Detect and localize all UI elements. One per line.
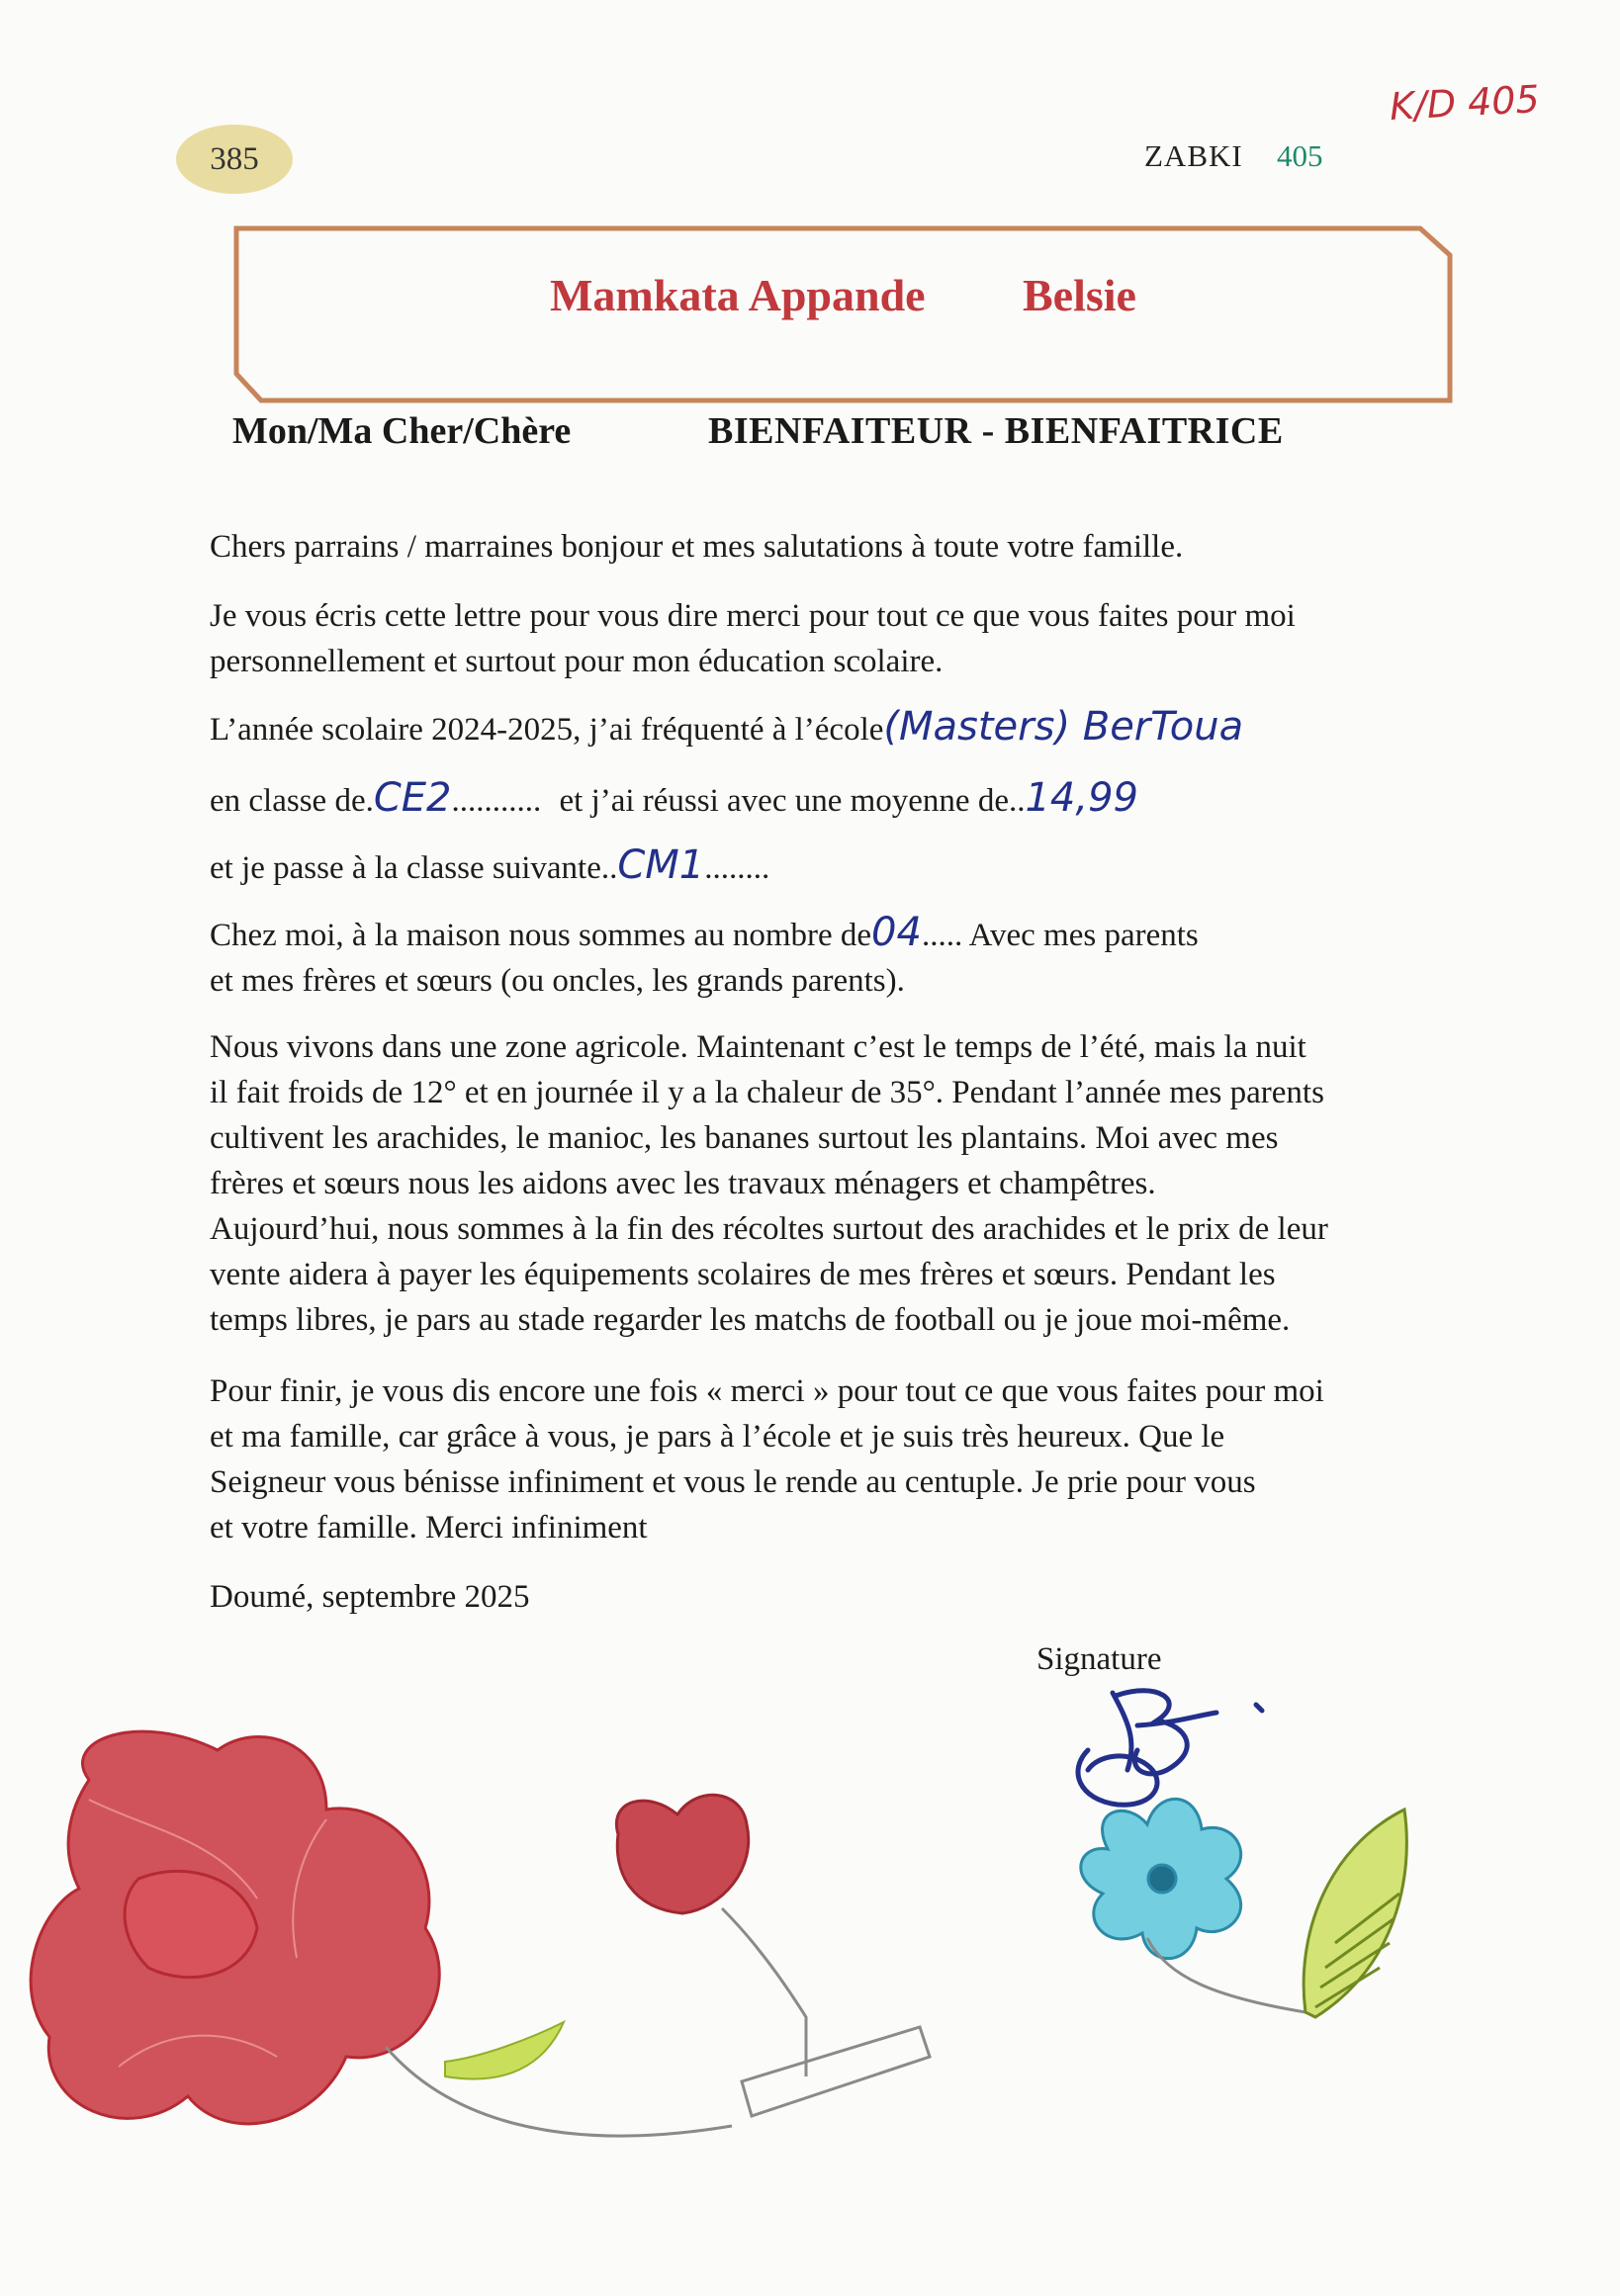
next-dots: ........ (704, 850, 770, 886)
paragraph-greeting (210, 524, 1575, 570)
text-line: Nous vivons dans une zone agricole. Maintenant c’est le temps de l’été, mais la nuit (210, 1029, 1306, 1065)
paragraph-closing (210, 1369, 1575, 1550)
text-line: il fait froids de 12° et en journée il y a la chaleur de 35°. Pendant l’année mes parents (210, 1075, 1324, 1110)
blue-flower-drawing (1081, 1799, 1241, 1958)
green-leaf-drawing (1304, 1810, 1406, 2017)
class-handwritten: CE2 (373, 775, 452, 821)
text-line: Pour finir, je vous dis encore une fois « merci » pour tout ce que vous faites pour moi (210, 1373, 1324, 1409)
next-handwritten: CM1 (617, 842, 705, 888)
red-flower-stem (386, 2047, 732, 2136)
page-number-badge (176, 125, 293, 194)
place-date (210, 1574, 1575, 1620)
average-prefix: et j’ai réussi avec une moyenne de (559, 783, 1009, 819)
class-line: en classe de.CE2........... et j’ai réussi avec une moyenne de..14,99 (210, 775, 1138, 821)
blue-flower-stem (1147, 1938, 1305, 2012)
text-line: temps libres, je pars au stade regarder les matchs de football ou je joue moi-même. (210, 1302, 1291, 1338)
project-code-number: 405 (1277, 138, 1323, 173)
text-line: Je vous écris cette lettre pour vous dire merci pour tout ce que vous faites pour moi (210, 598, 1296, 634)
small-flower-stem (722, 1908, 806, 2037)
average-handwritten: 14,99 (1025, 775, 1138, 821)
school-handwritten: (Masters) BerToua (883, 704, 1244, 750)
flower-pot-drawing (742, 2027, 930, 2116)
child-country: Belsie (1023, 270, 1136, 320)
text-line: et ma famille, car grâce à vous, je pars à l’école et je suis très heureux. Que le (210, 1419, 1225, 1455)
household-paragraph (210, 910, 1575, 1004)
paragraph-thanks (210, 593, 1575, 684)
text-line: et votre famille. Merci infiniment (210, 1510, 648, 1545)
salutation: Mon/Ma Cher/Chère (232, 410, 572, 452)
school-line (210, 704, 1575, 752)
handwritten-reference: K/D 405 (1388, 77, 1541, 129)
text-line: Chers parrains / marraines bonjour et mes salutations à toute votre famille. (210, 529, 1184, 565)
project-code-label: ZABKI (1144, 138, 1243, 173)
next-class-line: et je passe à la classe suivante..CM1........ (210, 842, 770, 888)
badge-number: 385 (210, 140, 259, 177)
place-date-text: Doumé, septembre 2025 (210, 1579, 530, 1615)
red-flower-drawing (31, 1731, 439, 2124)
text-line: personnellement et surtout pour mon éducation scolaire. (210, 644, 944, 679)
leaf-drawing (445, 2022, 564, 2079)
small-red-flower-drawing (616, 1795, 748, 1913)
paragraph-life (210, 1024, 1575, 1343)
class-prefix: en classe de (210, 783, 366, 819)
household-suffix: ..... Avec mes parents (921, 918, 1199, 953)
text-line: et mes frères et sœurs (ou oncles, les grands parents). (210, 963, 905, 999)
household-handwritten: 04 (871, 910, 922, 955)
text-line: frères et sœurs nous les aidons avec les travaux ménagers et champêtres. (210, 1166, 1156, 1201)
text-line: cultivent les arachides, le manioc, les bananes surtout les plantains. Moi avec mes (210, 1120, 1279, 1156)
school-prefix: L’année scolaire 2024-2025, j’ai fréquenté à l’école (210, 712, 884, 748)
signature-label: Signature (1036, 1641, 1162, 1677)
text-line: vente aidera à payer les équipements scolaires de mes frères et sœurs. Pendant les (210, 1257, 1276, 1292)
next-prefix: et je passe à la classe suivante (210, 850, 601, 886)
class-dots: ........... (451, 783, 542, 819)
child-name: Mamkata Appande (550, 270, 926, 320)
text-line: Seigneur vous bénisse infiniment et vous le rende au centuple. Je prie pour vous (210, 1464, 1256, 1500)
text-line: Aujourd’hui, nous sommes à la fin des récoltes surtout des arachides et le prix de leur (210, 1211, 1328, 1247)
household-prefix: Chez moi, à la maison nous sommes au nombre de (210, 918, 872, 953)
letter-title: BIENFAITEUR - BIENFAITRICE (708, 410, 1284, 452)
signature-scribble (1078, 1691, 1262, 1805)
